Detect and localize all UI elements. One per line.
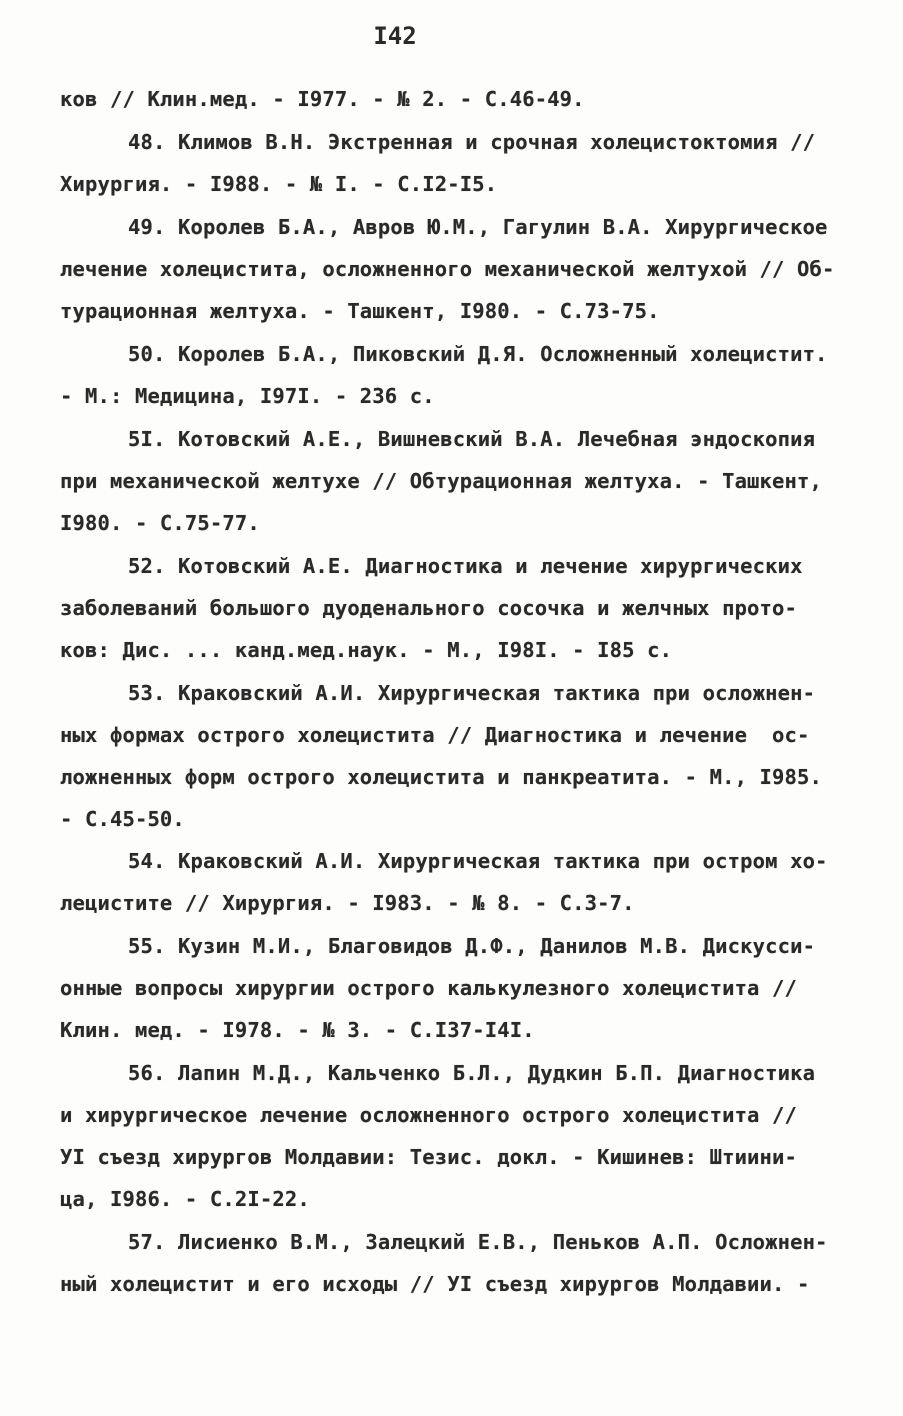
reference-52-line-1: 52. Котовский А.Е. Диагностика и лечение хирургических — [128, 554, 803, 578]
reference-56-line-3: УI съезд хирургов Молдавии: Тезис. докл. - Кишинев: Штиини- — [60, 1145, 798, 1169]
reference-49-line-1: 49. Королев Б.А., Авров Ю.М., Гагулин В.А. Хирургическое — [128, 215, 828, 239]
reference-48-line-1: 48. Климов В.Н. Экстренная и срочная холецистоктомия // — [128, 130, 816, 154]
reference-55-line-2: онные вопросы хирургии острого калькулезного холецистита // — [60, 976, 798, 1000]
reference-54-line-1: 54. Краковский А.И. Хирургическая тактика при остром хо- — [128, 849, 828, 873]
reference-49-line-3: турационная желтуха. - Ташкент, I980. - С.73-75. — [60, 299, 660, 323]
reference-51-line-2: при механической желтухе // Обтурационная желтуха. - Ташкент, — [60, 469, 823, 493]
reference-57-line-1: 57. Лисиенко В.М., Залецкий Е.В., Пеньков А.П. Осложнен- — [128, 1230, 828, 1254]
reference-49-line-2: лечение холецистита, осложненного механической желтухой // Об- — [60, 257, 835, 281]
reference-53-line-4: - С.45-50. — [60, 807, 185, 831]
reference-52-line-3: ков: Дис. ... канд.мед.наук. - М., I98I. - I85 с. — [60, 638, 673, 662]
reference-50-line-2: - М.: Медицина, I97I. - 236 с. — [60, 384, 435, 408]
text-line: ков // Клин.мед. - I977. - № 2. - С.46-49. — [60, 87, 585, 111]
reference-56-line-1: 56. Лапин М.Д., Кальченко Б.Л., Дудкин Б.П. Диагностика — [128, 1061, 816, 1085]
reference-55-line-3: Клин. мед. - I978. - № 3. - С.I37-I4I. — [60, 1018, 535, 1042]
reference-55-line-1: 55. Кузин М.И., Благовидов Д.Ф., Данилов М.В. Дискусси- — [128, 934, 816, 958]
reference-48-line-2: Хирургия. - I988. - № I. - С.I2-I5. — [60, 172, 498, 196]
reference-53-line-2: ных формах острого холецистита // Диагностика и лечение ос- — [60, 723, 810, 747]
reference-51-line-3: I980. - С.75-77. — [60, 511, 260, 535]
reference-50-line-1: 50. Королев Б.А., Пиковский Д.Я. Осложненный холецистит. — [128, 342, 828, 366]
reference-53-line-1: 53. Краковский А.И. Хирургическая тактика при осложнен- — [128, 681, 816, 705]
reference-54-line-2: лецистите // Хирургия. - I983. - № 8. - С.3-7. — [60, 891, 635, 915]
reference-53-line-3: ложненных форм острого холецистита и панкреатита. - М., I985. — [60, 765, 823, 789]
reference-56-line-4: ца, I986. - С.2I-22. — [60, 1187, 310, 1211]
reference-52-line-2: заболеваний большого дуоденального сосочка и желчных прото- — [60, 596, 798, 620]
reference-56-line-2: и хирургическое лечение осложненного острого холецистита // — [60, 1103, 798, 1127]
reference-51-line-1: 5I. Котовский А.Е., Вишневский В.А. Лечебная эндоскопия — [128, 427, 816, 451]
reference-57-line-2: ный холецистит и его исходы // УI съезд хирургов Молдавии. - — [60, 1272, 810, 1296]
page-number: I42 — [373, 22, 417, 50]
